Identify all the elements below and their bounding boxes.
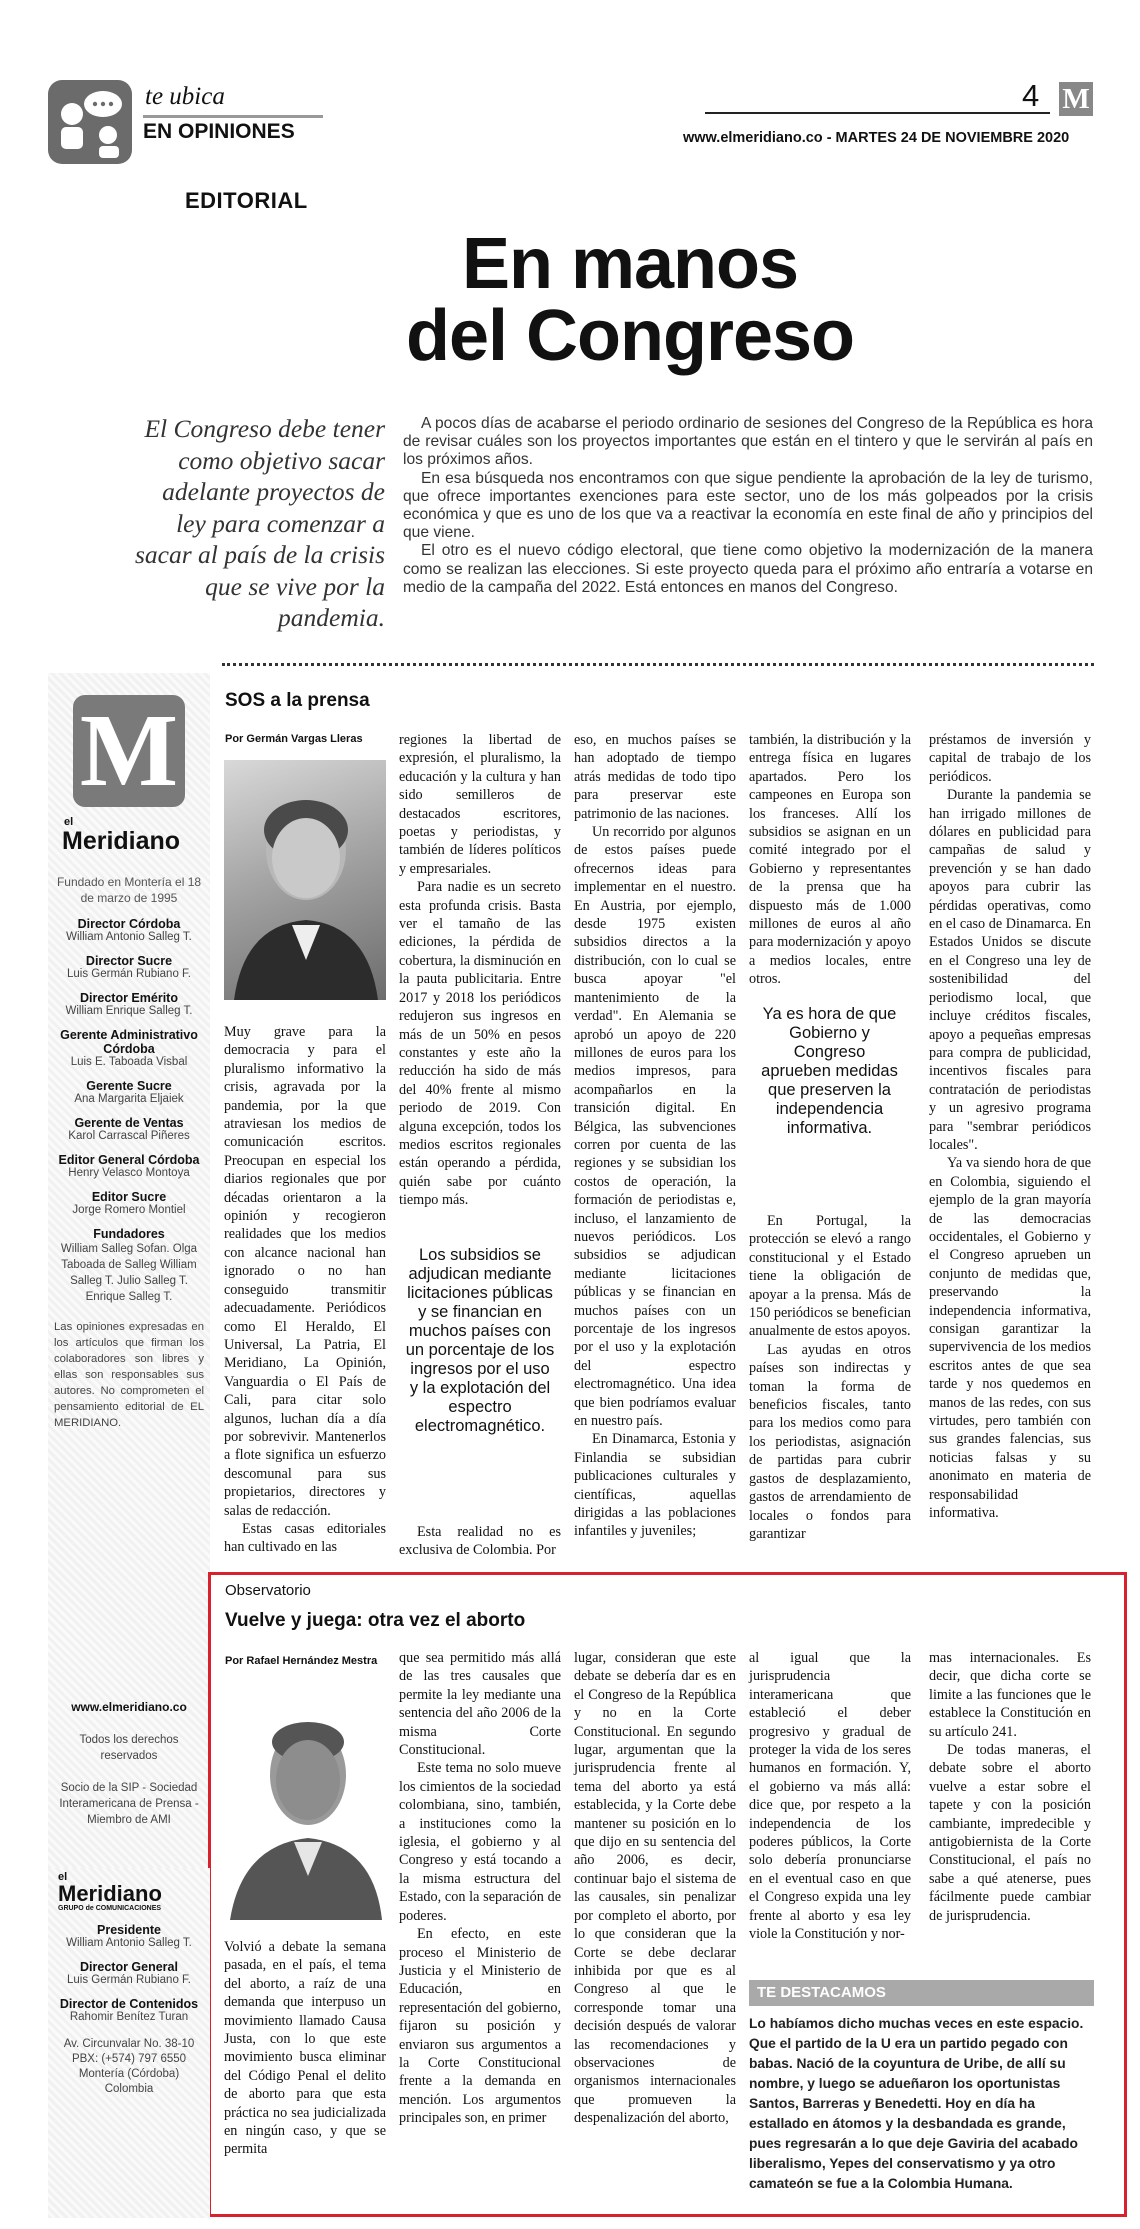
paragraph: Esta realidad no es exclusiva de Colombia. Por (399, 1524, 561, 1559)
author-photo-hernandez (224, 1680, 386, 1920)
paragraph: lugar, consideran que este debate se debería dar es en el Congreso de la República y no en la Corte Constitucional. En segundo lugar, argumentan que la jurisprudencia frente al tema del aborto ya está establecida, y la Corte debe mantener su posición en lo que dijo en su sentencia del año 2006, es decir, continuar bajo el sistema de las causales, sin penalizar por completo el aborto, por lo que consideran que la Corte se debe declarar inhibida por que es al Congreso al que le corresponde tomar una decisión después de valorar las recomendaciones y observaciones de organismos internacionales que promueven la despenalización del aborto, (574, 1650, 736, 2127)
staff-list (54, 917, 204, 1216)
paragraph: Ya va siendo hora de que en Colombia, siguiendo el ejemplo de la gran mayoría de las democracias occidentales, el Gobierno y el Congreso aprueben un conjunto de medidas que, preservando la independencia informativa, consigan garantizar la supervivencia de los medios escritos antes de que sea tarde y nos quedemos en manos de las redes, con sus virtudes, pero también con sus grandes falencias, sus noticias falsas y su anonimato en materia de responsabilidad informativa. (929, 1155, 1091, 1522)
obs-column-2 (399, 1649, 561, 2128)
sos-column-4b (749, 1212, 911, 1543)
paragraph: Las ayudas en otros países son indirectas y toman la forma de beneficios fiscales, tanto para los medios como para los periodistas, asignación de partidas para cubrir gastos de desplazamiento, gastos de arrendamiento de locales o fondos para garantizar (749, 1341, 911, 1542)
header-tagline: te ubica (145, 83, 225, 110)
sidebar-links (54, 1700, 204, 1828)
masthead-sidebar-lower (48, 1868, 210, 2218)
editorial-deck: El Congreso debe tener como objetivo sacar adelante proyectos de ley para comenzar a sacar al país de la crisis que se vive por la pandemia. (134, 414, 385, 632)
editorial-title-line1: En manos (461, 224, 799, 304)
obs-column-4 (749, 1649, 911, 1944)
staff-role: Director Emérito (80, 991, 178, 1005)
paragraph: que sea permitido más allá de las tres causales que permite la ley mediante una sentencia del año 2006 de la misma Corte Constitucional. (399, 1650, 561, 1759)
meridiano-logo-icon: M (1059, 82, 1093, 116)
staff-name: Karol Carrascal Piñeres (68, 1130, 190, 1142)
brand-small: el (64, 816, 74, 828)
article-title-sos: SOS a la prensa (225, 690, 370, 711)
sip-text: Socio de la SIP - Sociedad Interamericana de Prensa - Miembro de AMI (59, 1782, 199, 1826)
staff-name: Ana Margarita Eljaiek (74, 1093, 184, 1105)
pull-quote-subsidios: Los subsidios se adjudican mediante licitaciones públicas y se financian en muchos países con un porcentaje de los ingresos por el uso y la explotación del espectro electromagnético. (405, 1246, 555, 1435)
group-sub: GRUPO de COMUNICACIONES (58, 1905, 162, 1912)
chat-people-icon (48, 80, 132, 164)
paragraph: al igual que la jurisprudencia interamericana que estableció el deber progresivo y gradual de proteger la vida de los seres humanos en formación. Y, el gobierno va más allá: dice que, por respeto a la independencia de los poderes públicos, la Corte solo debería pronunciarse en el eventual caso en que el Congreso expida una ley frente al aborto y esa ley viole la Constitución y nor- (749, 1650, 911, 1943)
pull-quote-gobierno: Ya es hora de que Gobierno y Congreso aprueben medidas que preserven la independencia informativa. (761, 1005, 898, 1137)
paragraph: Para nadie es un secreto esta profunda crisis. Basta ver el tamaño de las ediciones, la pérdida de cobertura, la disminución en la pauta publicitaria. Entre 2017 y 2018 los periódicos redujeron sus ingresos en más de un 50% en pesos constantes y este año la reducción ha sido de más del 40% frente al mismo periodo de 2019. Con alguna excepción, todos los medios escritos regionales están operando a pérdida, quién sabe por cuánto tiempo más. (399, 879, 561, 1209)
sos-column-1 (224, 1023, 386, 1557)
kicker-observatorio: Observatorio (225, 1582, 311, 1599)
staff-role: Director de Contenidos (59, 1997, 199, 2011)
paragraph: regiones la libertad de expresión, el pluralismo, la educación y la cultura y han sido semilleros de destacados escritores, poetas y periodistas, y también de líderes políticos y empresariales. (399, 732, 561, 877)
staff-role: Editor General Córdoba (58, 1153, 200, 1167)
sos-column-2b (399, 1523, 561, 1560)
staff-name: Luis Germán Rubiano F. (66, 968, 191, 980)
staff-name: Henry Velasco Montoya (68, 1167, 190, 1179)
sos-column-5 (929, 731, 1091, 1522)
disclaimer: Las opiniones expresadas en los artículos que firman los colaboradores son libres y ellas son responsables sus autores. No comprometen el pensamiento editorial de EL MERIDIANO. (54, 1321, 204, 1429)
masthead-sidebar (48, 673, 210, 1868)
staff-name: Rahomir Benítez Turan (69, 2011, 189, 2023)
dotted-divider (222, 663, 1094, 666)
paragraph: En efecto, en este proceso el Ministerio de Justicia y el Ministerio de Educación, en representación del gobierno, fijaron su posición y enviaron sus argumentos a la Corte Constitucional frente a la demanda en mención. Los argumentos principales son, en primer (399, 1926, 561, 2127)
byline-sos: Por Germán Vargas Lleras (225, 733, 363, 745)
staff-name: Luis Germán Rubiano F. (66, 1974, 191, 1986)
editorial-title (300, 224, 960, 376)
header-section: EN OPINIONES (143, 120, 295, 143)
paragraph: De todas maneras, el debate sobre el aborto vuelve a estar sobre el tapete y con la posición cambiante, impredecible y antigobiernista de la Corte Constitucional, el país no sabe a qué atenerse, pues fácilmente puede cambiar de jurisprudencia. (929, 1742, 1091, 1924)
staff-name: William Antonio Salleg T. (66, 1937, 192, 1949)
sos-column-3 (574, 731, 736, 1541)
paragraph: mas internacionales. Es decir, que dicha corte se limite a las funciones que le establece la Constitución en su artículo 241. (929, 1650, 1091, 1740)
group-brand: Meridiano (58, 1881, 162, 1906)
obs-column-3 (574, 1649, 736, 2128)
staff-role: Director General (80, 1960, 178, 1974)
site-date: www.elmeridiano.co - MARTES 24 DE NOVIEMBRE 2020 (683, 130, 1070, 146)
editorial-title-line2: del Congreso (405, 296, 855, 376)
brand-name: Meridiano (62, 827, 181, 855)
staff-name: Luis E. Taboada Visbal (70, 1056, 188, 1068)
page-number: 4 (1022, 78, 1040, 113)
paragraph: Volvió a debate la semana pasada, en el país, el tema del aborto, a raíz de una demanda que interpuso un movimiento llamado Causa Justa, con lo que este movimiento busca eliminar del Código Penal el delito de aborto para que esta práctica no sea judicializada en ningún caso, y que se permita (224, 1939, 386, 2158)
paragraph: préstamos de inversión y capital de trabajo de los periódicos. (929, 732, 1091, 785)
portrait-icon (224, 760, 386, 1000)
byline-obs: Por Rafael Hernández Mestra (225, 1655, 378, 1667)
staff-role: Gerente Administrativo Córdoba (60, 1028, 198, 1056)
highlight-box-text: Lo habíamos dicho muchas veces en este espacio. Que el partido de la U era un partido pegado con babas. Nació de la coyuntura de Uribe, de allí su nombre, y luego se adueñaron los oportunistas Santos, Barreras y Benedetti. Hoy en día ha estallado en átomos y la desbandada es grande, pues regresarán a lo que deje Gaviria del acabado liberalismo, Yepes del conservatismo y ya otro camateón se fue a la Colombia Humana. (749, 2016, 1084, 2191)
group-brand-small: el (58, 1871, 68, 1883)
obs-column-5 (929, 1649, 1091, 1925)
meridiano-m-logo: M (73, 695, 185, 807)
header-rule (143, 115, 323, 118)
paragraph: eso, en muchos países se han adoptado de tiempo atrás medidas de todo tipo para preservar este patrimonio de las naciones. (574, 732, 736, 822)
founders-label: Fundadores (93, 1227, 165, 1241)
paragraph: En Dinamarca, Estonia y Finlandia se subsidian publicaciones culturales y científicas, aquellas dirigidas a las poblaciones infantiles y juveniles; (574, 1431, 736, 1540)
staff-role: Editor Sucre (91, 1190, 167, 1204)
paragraph: Muy grave para la democracia y para el pluralismo informativo la crisis, agravada por la pandemia, por la que atraviesan los medios de comunicación escritos. Preocupan en especial los diarios regionales que por décadas orientaron a la opinión y recogieron realidades que los medios con alcance nacional han ignorado o no han conseguido transmitir adecuadamente. Periódicos como El Heraldo, El Universal, La Patria, El Meridiano, La Opinión, Vanguardia o El País de Cali, para citar solo algunos, luchan día a día por sobrevivir. Mantenerlos a flote significa un esfuerzo descomunal para sus propietarios, directores y salas de redacción. (224, 1024, 386, 1519)
sos-column-2 (399, 731, 561, 1210)
section-label-editorial: EDITORIAL (185, 188, 308, 213)
staff-role: Director Córdoba (77, 917, 181, 931)
staff-role: Director Sucre (85, 954, 173, 968)
portrait-icon (224, 1680, 386, 1920)
editorial-paragraph: En esa búsqueda nos encontramos con que sigue pendiente la aprobación de la ley de turismo, que ofrece importantes exenciones para este sector, uno de los más golpeados por la crisis económica y que es uno de los que va a reactivar la economía en este final de año y principios del que viene. (403, 469, 1093, 542)
staff-role: Presidente (97, 1923, 161, 1937)
founders-names: William Salleg Sofan. Olga Taboada de Salleg William Salleg T. Julio Salleg T. Enrique Salleg T. (60, 1243, 198, 1303)
editorial-paragraph: A pocos días de acabarse el periodo ordinario de sesiones del Congreso de la República es hora de revisar cuáles son los proyectos importantes que están en el tintero y que le servirán al país en los próximos años. (403, 415, 1093, 469)
staff-name: William Enrique Salleg T. (65, 1005, 193, 1017)
staff-name: Jorge Romero Montiel (72, 1204, 186, 1216)
address: Av. Circunvalar No. 38-10 PBX: (+574) 797 6550 Montería (Córdoba) Colombia (63, 2038, 195, 2095)
staff-role: Gerente Sucre (86, 1079, 172, 1093)
paragraph: En Portugal, la protección se elevó a rango constitucional y el Estado tiene la obligación de apoyar a la prensa. Más de 150 periódicos se benefician anualmente de estos apoyos. (749, 1213, 911, 1340)
paragraph: Estas casas editoriales han cultivado en las (224, 1520, 386, 1556)
article-title-obs: Vuelve y juega: otra vez el aborto (225, 1610, 526, 1631)
editorial-body (403, 415, 1093, 597)
paragraph: Durante la pandemia se han irrigado millones de dólares en publicidad para campañas de salud y prevención y se han dado apoyos para cubrir las pérdidas operativas, como en el caso de Dinamarca. En Estados Unidos se discute en el Congreso una ley de sostenibilidad del periodismo local, que incluye créditos fiscales, apoyo a pequeñas empresas para compra de publicidad, incentivos fiscales para contratación de periodistas y un agresivo programa para "sembrar periódicos locales". (929, 787, 1091, 1153)
staff-name: William Antonio Salleg T. (66, 931, 192, 943)
staff-list-2 (54, 1923, 204, 2023)
website-link[interactable]: www.elmeridiano.co (71, 1700, 187, 1714)
header-top-rule (705, 112, 1050, 114)
author-photo-vargas (224, 760, 386, 1000)
founded-text: Fundado en Montería el 18 de marzo de 1995 (56, 875, 202, 905)
obs-column-1 (224, 1938, 386, 2159)
editorial-paragraph: El otro es el nuevo código electoral, que tiene como objetivo la modernización de la manera como se realizan las elecciones. Si este proyecto queda para el próximo año entraría a votarse en medio de la campaña del 2022. Está entonces en manos del Congreso. (403, 542, 1093, 596)
paragraph: Un recorrido por algunos de estos países puede ofrecernos ideas para implementar en el nuestro. En Austria, por ejemplo, desde 1975 existen subsidios directos a la distribución, con lo cual se busca apoyar "el mantenimiento de la verdad". En Alemania se aprobó un apoyo de 220 millones de euros para los medios impresos, para acompañarlos en la transición digital. En Bélgica, las subvenciones corren por cuenta de las regiones y se subsidian los costos de operación, la formación de periodistas e, incluso, el lanzamiento de nuevos periódicos. Los subsidios se adjudican mediante licitaciones públicas y se financian en muchos países con un porcentaje de los ingresos por el uso y la explotación del espectro electromagnético. Una idea que bien podríamos evaluar en nuestro país. (574, 824, 736, 1430)
paragraph: Este tema no solo mueve los cimientos de la sociedad colombiana, sino, también, a instituciones como la iglesia, el gobierno y al Congreso y está tocando a la misma estructura del Estado, con la separación de poderes. (399, 1760, 561, 1924)
sos-column-4 (749, 731, 911, 989)
rights-text: Todos los derechos reservados (79, 1734, 179, 1762)
staff-role: Gerente de Ventas (74, 1116, 184, 1130)
highlight-box-header: TE DESTACAMOS (749, 1980, 1094, 2006)
paragraph: también, la distribución y la entrega física en lugares apartados. Pero los campeones en Europa son los franceses. Allí los subsidios se asignan en un comité integrado por el Gobierno y representantes de la prensa que ha dispuesto más de 1.000 millones de euros al año para modernización y apoyo a medios locales, entre otros. (749, 732, 911, 988)
section-icon (48, 80, 132, 164)
